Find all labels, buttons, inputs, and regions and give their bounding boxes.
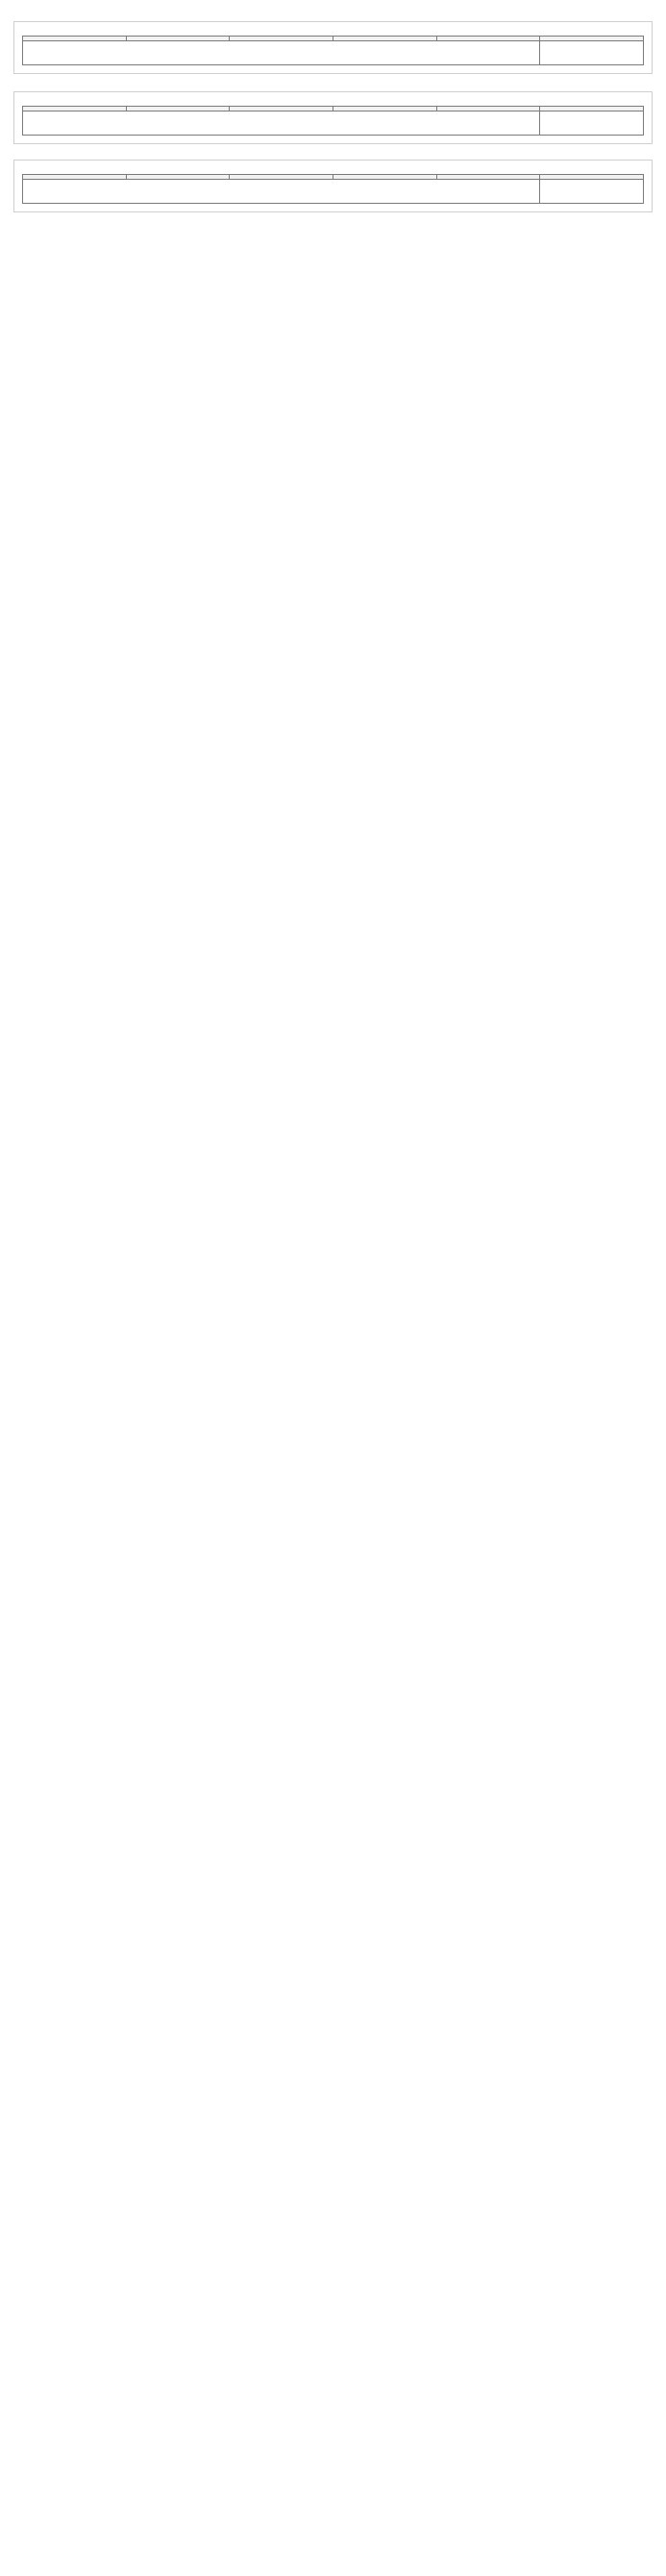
total-label xyxy=(23,111,540,136)
total-value xyxy=(540,111,644,136)
plot-table-card xyxy=(13,21,653,74)
total-value xyxy=(540,41,644,65)
plot-table xyxy=(22,36,644,65)
total-row xyxy=(23,41,644,65)
total-row xyxy=(23,180,644,204)
total-label xyxy=(23,180,540,204)
plot-table-card xyxy=(13,160,653,212)
document-page xyxy=(0,0,666,239)
total-row xyxy=(23,111,644,136)
total-value xyxy=(540,180,644,204)
plot-table-card xyxy=(13,91,653,144)
total-label xyxy=(23,41,540,65)
plot-table xyxy=(22,174,644,204)
plot-table xyxy=(22,106,644,136)
